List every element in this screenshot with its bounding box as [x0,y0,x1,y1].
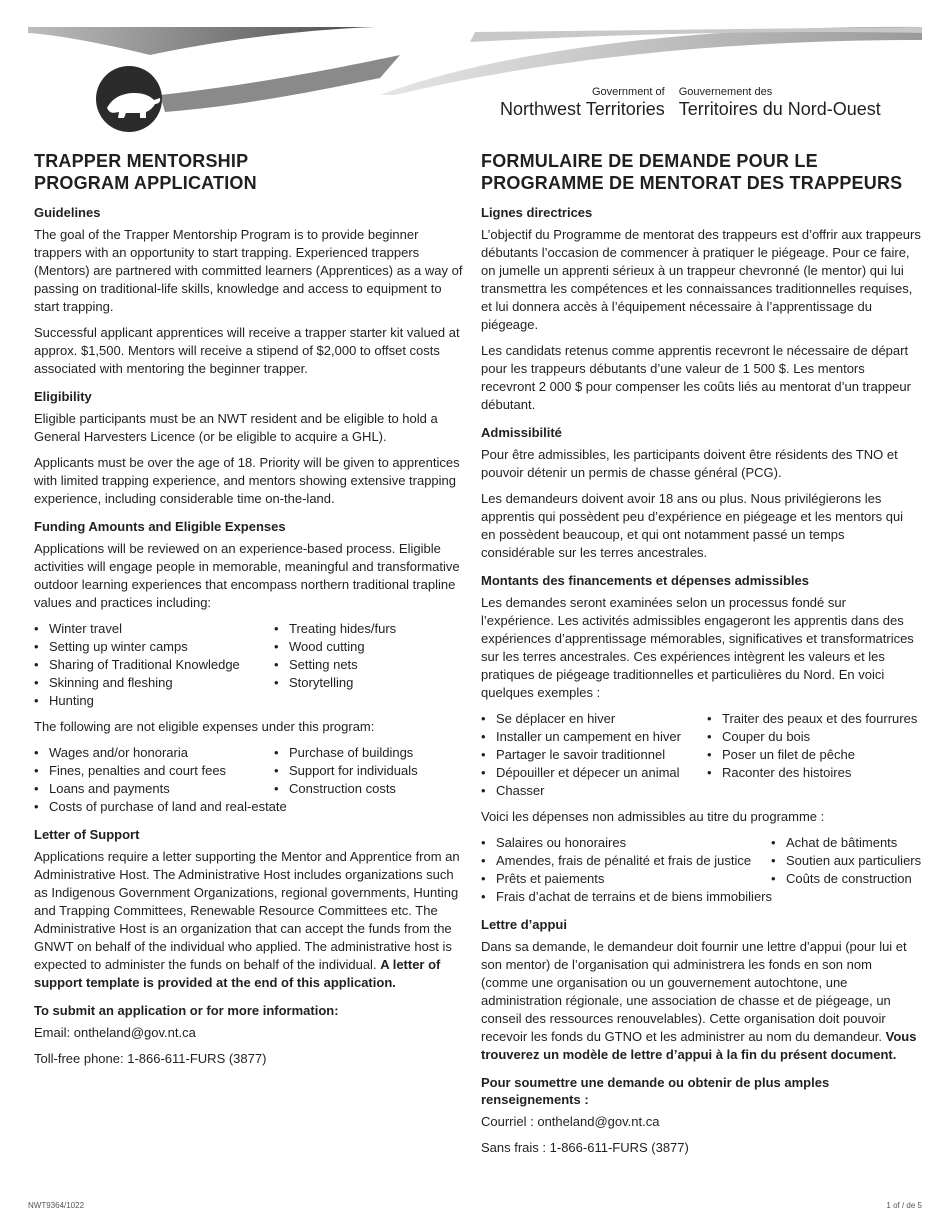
title-en-line1: TRAPPER MENTORSHIP [34,151,249,171]
list-item: • Setting nets [274,656,464,674]
list-item: • Hunting [34,692,266,710]
guidelines-p1-en: The goal of the Trapper Mentorship Program is to provide beginner trappers with an opportunity to start trapping. Experienced trappers (Mentors) are partnered with committed learners (Apprentices) as a way of passing on traditional-life skills, knowledge and access to equipment to start trapping. [34,227,463,314]
funding-p1-en: Applications will be reviewed on an experience-based process. Eligible activities will engage people in memorable, meaningful and transformative outdoor learning experiences that encompass northern traditional trapline values and practices including: [34,541,460,610]
email-en[interactable]: Email: ontheland@gov.nt.ca [34,1025,196,1040]
english-column [34,150,468,1076]
list-item: • Skinning and fleshing [34,674,266,692]
gov-fr-small: Gouvernement des [678,86,773,98]
list-item: • Soutien aux particuliers [771,852,927,870]
letter-paragraph-fr [481,938,921,1064]
list-item: • Purchase of buildings [274,744,464,762]
guidelines-heading-fr: Lignes directrices [481,205,593,220]
guidelines-heading-en: Guidelines [34,205,101,220]
government-wordmark [500,86,881,119]
eligibility-p1-fr: Pour être admissibles, les participants doivent être résidents des TNO et pouvoir détenir un permis de chasse général (PCG). [481,447,898,480]
page-number: 1 of / de 5 [886,1201,922,1210]
letter-paragraph-en [34,848,468,992]
funding-p1-fr: Les demandes seront examinées selon un processus fondé sur l’expérience. Les activités admissibles engageront les apprentis dans des expériences d’apprentissage mémorables, significatives et transformatrices sur les terres ancestrales. Ces expériences intègrent les valeurs et les pratiques de piégeage traditionnelles et particulières du Nord. En voici quelques exemples : [481,595,914,700]
list-item: • Wood cutting [274,638,464,656]
list-item: • Fines, penalties and court fees [34,762,266,780]
eligibility-p2-en: Applicants must be over the age of 18. Priority will be given to apprentices with limited trapping experience, and mentors showing extensive trapping experience, including considerable time on-the-land. [34,455,460,506]
list-item: • Prêts et paiements [481,870,763,888]
list-item: • Achat de bâtiments [771,834,927,852]
list-item: • Couper du bois [707,728,929,746]
not-eligible-intro-fr: Voici les dépenses non admissibles au titre du programme : [481,809,825,824]
list-item: • Support for individuals [274,762,464,780]
submit-heading-en: To submit an application or for more information: [34,1003,339,1018]
submit-heading-fr: Pour soumettre une demande ou obtenir de plus amples renseignements : [481,1075,830,1107]
eligibility-heading-fr: Admissibilité [481,425,562,440]
gov-wordmark-en [500,86,665,119]
funding-heading-fr: Montants des financements et dépenses admissibles [481,573,809,588]
french-column [481,150,921,1165]
list-item: • Wages and/or honoraria [34,744,266,762]
list-item: • Loans and payments [34,780,266,798]
list-item: • Chasser [481,782,699,800]
polar-bear-logo [96,66,162,132]
gov-en-small: Government of [591,86,665,98]
list-item: • Winter travel [34,620,266,638]
phone-fr[interactable]: Sans frais : 1-866-611-FURS (3877) [481,1140,689,1155]
page-title-en [34,150,468,194]
title-fr-line1: FORMULAIRE DE DEMANDE POUR LE [481,151,818,171]
list-item: • Coûts de construction [771,870,927,888]
list-item: • Installer un campement en hiver [481,728,699,746]
banner-swoosh-right [380,27,922,95]
list-item: • Amendes, frais de pénalité et frais de justice [481,852,763,870]
list-item: • Storytelling [274,674,464,692]
list-item: • Construction costs [274,780,464,798]
gov-en-big: Northwest Territories [500,99,665,119]
letter-heading-fr: Lettre d’appui [481,917,567,932]
eligible-activities-list-fr [481,710,921,800]
header-banner [0,0,950,140]
list-item: • Traiter des peaux et des fourrures [707,710,929,728]
guidelines-p2-fr: Les candidats retenus comme apprentis recevront le nécessaire de départ pour les trappeurs débutants d’une valeur de 1 500 $. Les mentors recevront 2 000 $ pour compenser les coûts liés au mentorat d’un trappeur débutant. [481,343,911,412]
page-title-fr [481,150,921,194]
guidelines-p2-en: Successful applicant apprentices will receive a trapper starter kit valued at approx. $1,500. Mentors will receive a stipend of $2,000 to offset costs associated with mentoring the beginner trapper. [34,325,460,376]
banner-swoosh-top [28,27,375,55]
list-item: • Frais d’achat de terrains et de biens immobiliers [481,888,927,906]
banner-swoosh-mid [160,55,400,112]
email-fr[interactable]: Courriel : ontheland@gov.nt.ca [481,1114,660,1129]
eligible-activities-list-en [34,620,468,710]
list-item: • Partager le savoir traditionnel [481,746,699,764]
letter-p1-en: Applications require a letter supporting the Mentor and Apprentice from an Administrative Host. The Administrative Host includes organizations such as Indigenous Government Organizations, regional governments, Hunting and Trapping Committees, Renewable Resource Committees etc. The Administrative Host is an organization that can accept the funds from the GNWT on behalf of the individual who applied. The administrative host is expected to administer the funds on behalf of the individual. [34,849,460,972]
list-item: • Costs of purchase of land and real-estate [34,798,464,816]
form-number: NWT9364/1022 [28,1201,85,1210]
list-item: • Poser un filet de pêche [707,746,929,764]
eligibility-heading-en: Eligibility [34,389,92,404]
list-item: • Treating hides/furs [274,620,464,638]
phone-en[interactable]: Toll-free phone: 1-866-611-FURS (3877) [34,1051,267,1066]
list-item: • Raconter des histoires [707,764,929,782]
not-eligible-list-fr [481,834,921,906]
title-en-line2: PROGRAM APPLICATION [34,173,257,193]
guidelines-p1-fr: L’objectif du Programme de mentorat des trappeurs est d’offrir aux trappeurs débutants l’occasion de commencer à pratiquer le piégeage. Pour ce faire, on jumelle un apprenti sérieux à un trappeur chevronné (le mentor) qui lui transmettra les compétences et les connaissances traditionnelles requises, et lui donnera accès à l’équipement nécessaire à l’apprentissage du piégeage. [481,227,921,332]
list-item: • Salaires ou honoraires [481,834,763,852]
not-eligible-intro-en: The following are not eligible expenses under this program: [34,719,375,734]
title-fr-line2: PROGRAMME DE MENTORAT DES TRAPPEURS [481,173,903,193]
letter-template-note-fr: Vous trouverez un modèle de lettre d’appui à la fin du présent document. [481,1029,917,1062]
gov-wordmark-fr [679,86,881,119]
eligibility-p2-fr: Les demandeurs doivent avoir 18 ans ou plus. Nous privilégierons les apprentis qui possèdent peu d’expérience en piégeage et les mentors qui en possèdent beaucoup, et qui ont notamment passé un temps considérable sur les terres ancestrales. [481,491,904,560]
letter-template-note-en: A letter of support template is provided at the end of this application. [34,957,441,990]
list-item: • Setting up winter camps [34,638,266,656]
list-item: • Se déplacer en hiver [481,710,699,728]
letter-p1-fr: Dans sa demande, le demandeur doit fournir une lettre d’appui (pour lui et son mentor) de l’organisation qui administrera les fonds en son nom (comme une organisation ou un gouvernement autochtone, une administration régionale, une association de chasse et de piégeage, un conseil des ressources renouvelables). Cette organisation doit pouvoir recevoir les fonds du GTNO et les administrer au nom du demandeur. [481,939,907,1044]
list-item: • Dépouiller et dépecer un animal [481,764,699,782]
eligibility-p1-en: Eligible participants must be an NWT resident and be eligible to hold a General Harvesters Licence (or be eligible to acquire a GHL). [34,411,438,444]
not-eligible-list-en [34,744,468,816]
gov-fr-big: Territoires du Nord-Ouest [678,99,881,119]
funding-heading-en: Funding Amounts and Eligible Expenses [34,519,286,534]
letter-heading-en: Letter of Support [34,827,140,842]
list-item: • Sharing of Traditional Knowledge [34,656,266,674]
